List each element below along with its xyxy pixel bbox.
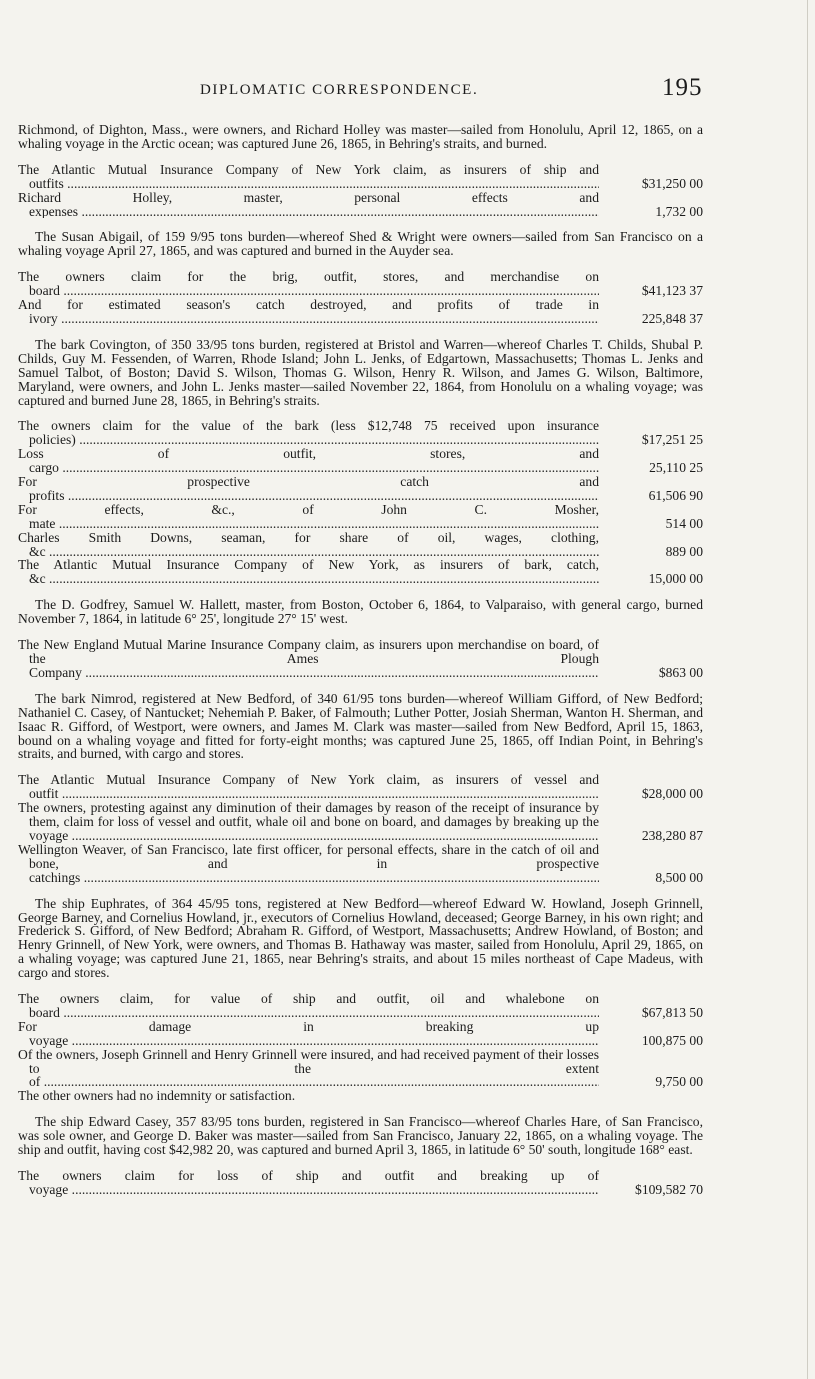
- claim-description: The owners, protesting against any diminution of their damages by reason of the receipt of insurance by them, claim for loss of vessel and outfit, whale oil and bone on board, and damages by breaking up the voyage .....: [18, 801, 599, 843]
- claim-description: And for estimated season's catch destroyed, and profits of trade in ivory .....: [18, 298, 599, 326]
- claim-amount: 238,280 87: [641, 827, 703, 843]
- claims-list: [18, 270, 703, 326]
- claim-entry: [18, 191, 703, 219]
- claims-list: [18, 419, 703, 586]
- claim-description: Of the owners, Joseph Grinnell and Henry Grinnell were insured, and had received payment of their losses to the extent of .....: [18, 1048, 599, 1090]
- claim-amount: 514 00: [665, 515, 703, 531]
- claim-description: For damage in breaking up voyage .....: [18, 1020, 599, 1048]
- claim-entry: [18, 638, 703, 680]
- claim-amount: 61,506 90: [648, 487, 703, 503]
- claims-list: [18, 992, 703, 1103]
- claim-description: The Atlantic Mutual Insurance Company of New York claim, as insurers of vessel and outfit .....: [18, 773, 599, 801]
- claim-amount: 100,875 00: [641, 1032, 703, 1048]
- running-header: [0, 74, 815, 104]
- claims-list: [18, 773, 703, 884]
- claim-description: The other owners had no indemnity or satisfaction.: [18, 1089, 296, 1104]
- claim-description: For effects, &c., of John C. Mosher, mate .....: [18, 503, 599, 531]
- claim-entry: [18, 298, 703, 326]
- claim-entry: [18, 773, 703, 801]
- claim-entry: [18, 270, 703, 298]
- claim-description: The owners claim for loss of ship and outfit and breaking up of voyage .....: [18, 1169, 599, 1197]
- claim-entry: [18, 419, 703, 447]
- claim-amount: $28,000 00: [641, 786, 703, 802]
- claim-amount: $41,123 37: [641, 283, 703, 299]
- claim-amount: 9,750 00: [655, 1074, 703, 1090]
- claim-amount: 225,848 37: [641, 310, 703, 326]
- claim-description: The Atlantic Mutual Insurance Company of New York, as insurers of bark, catch, &c .....: [18, 558, 599, 586]
- claim-entry: [18, 1089, 703, 1103]
- claim-entry: [18, 1020, 703, 1048]
- claim-entry: [18, 1048, 703, 1090]
- claim-amount: $109,582 70: [635, 1181, 703, 1197]
- claim-entry: [18, 531, 703, 559]
- claim-description: The owners claim for the value of the bark (less $12,748 75 received upon insurance policies) .....: [18, 419, 599, 447]
- page-body: [18, 123, 703, 1209]
- claim-amount: 1,732 00: [655, 203, 703, 219]
- claim-amount: 15,000 00: [648, 571, 703, 587]
- claim-entry: [18, 503, 703, 531]
- claim-amount: 25,110 25: [649, 460, 703, 476]
- claim-description: Loss of outfit, stores, and cargo .....: [18, 447, 599, 475]
- claim-entry: [18, 801, 703, 843]
- claim-amount: $67,813 50: [641, 1004, 703, 1020]
- claim-amount: $17,251 25: [641, 432, 703, 448]
- claim-amount: 889 00: [665, 543, 703, 559]
- paragraph: The ship Edward Casey, 357 83/95 tons burden, registered in San Francisco—whereof Charles Hare, of San Francisco, was sole owner, and George D. Baker was master—sailed from San Francisco, January 22, 1865, on a whaling voyage. The ship and outfit, having cost $42,982 20, was captured and burned April 3, 1865, in latitude 6° 50' south, longitude 168° east.: [18, 1114, 703, 1158]
- claim-entry: [18, 475, 703, 503]
- claim-description: Wellington Weaver, of San Francisco, late first officer, for personal effects, share in the catch of oil and bone, and in prospective catchings .....: [18, 843, 599, 885]
- claims-list: [18, 163, 703, 219]
- claim-entry: [18, 1169, 703, 1197]
- paragraph: The bark Covington, of 350 33/95 tons burden, registered at Bristol and Warren—whereof Charles T. Childs, Shubal P. Childs, Guy M. Fessenden, of Warren, Rhode Island; John L. Jenks, of Edgartown, Massachusetts; Thomas L. Jenks and Samuel Talbot, of Boston; David S. Wilson, Thomas G. Wilson, Henry R. Wilson, and James G. Wilson, Baltimore, Maryland, were owners, and John L. Jenks master—sailed November 22, 1864, from Honolulu on a whaling voyage; was captured and burned June 28, 1865, in Behring's straits.: [18, 336, 703, 408]
- claim-description: The Atlantic Mutual Insurance Company of New York claim, as insurers of ship and outfits .....: [18, 163, 599, 191]
- paragraph: The Susan Abigail, of 159 9/95 tons burden—whereof Shed & Wright were owners—sailed from San Francisco on a whaling voyage April 27, 1865, and was captured and burned in the Auyder sea.: [18, 229, 703, 259]
- claims-list: [18, 1169, 703, 1197]
- claim-description: The owners claim for the brig, outfit, stores, and merchandise on board .....: [18, 270, 599, 298]
- claim-description: The New England Mutual Marine Insurance Company claim, as insurers upon merchandise on board, of the Ames Plough Company .....: [18, 638, 599, 680]
- paragraph: The ship Euphrates, of 364 45/95 tons, registered at New Bedford—whereof Edward W. Howland, Joseph Grinnell, George Barney, and Cornelius Howland, jr., executors of Cornelius Howland, deceased; George Barney, in his own right; and Frederick S. Gifford, of New Bedford; Abraham R. Gifford, of Westport, Massachusetts; Andrew Howland, of Boston; and Henry Grinnell, of New York, were owners, and Thomas B. Hathaway was master, sailed from Honolulu, April 29, 1865, on a whaling voyage; was captured June 21, 1865, near Behring's straits, and about 15 miles northeast of Cape Madeus, with cargo and stores.: [18, 895, 703, 981]
- claim-description: For prospective catch and profits .....: [18, 475, 599, 503]
- claim-entry: [18, 163, 703, 191]
- page-number: 195: [662, 74, 703, 101]
- claim-entry: [18, 992, 703, 1020]
- paragraph: Richmond, of Dighton, Mass., were owners, and Richard Holley was master—sailed from Honolulu, April 12, 1865, on a whaling voyage in the Arctic ocean; was captured June 26, 1865, in Behring's straits, and burned.: [18, 122, 703, 151]
- claim-description: Richard Holley, master, personal effects and expenses .....: [18, 191, 599, 219]
- paragraph: The D. Godfrey, Samuel W. Hallett, master, from Boston, October 6, 1864, to Valparaiso, with general cargo, burned November 7, 1864, in latitude 6° 25', longitude 27° 15' west.: [18, 597, 703, 627]
- claims-list: [18, 638, 703, 680]
- paragraph: The bark Nimrod, registered at New Bedford, of 340 61/95 tons burden—whereof William Gifford, of New Bedford; Nathaniel C. Casey, of Nantucket; Nehemiah P. Baker, of Falmouth; Luther Potter, Josiah Sherman, Wanton H. Sherman, and Isaac R. Gifford, of Westport, were owners, and James M. Clark was master—sailed from New Bedford, April 15, 1863, bound on a whaling voyage and fitted for forty-eight months; was captured June 25, 1865, off Indian Point, in Behring's straits, and burned, with cargo and stores.: [18, 690, 703, 762]
- claim-entry: [18, 447, 703, 475]
- claim-entry: [18, 558, 703, 586]
- claim-description: The owners claim, for value of ship and outfit, oil and whalebone on board .....: [18, 992, 599, 1020]
- page-edge: [807, 0, 808, 1379]
- claim-amount: $31,250 00: [641, 175, 703, 191]
- claim-amount: 8,500 00: [655, 869, 703, 885]
- claim-amount: $863 00: [658, 664, 703, 680]
- claim-description: Charles Smith Downs, seaman, for share of oil, wages, clothing, &c .....: [18, 531, 599, 559]
- page-title: DIPLOMATIC CORRESPONDENCE.: [200, 82, 479, 98]
- claim-entry: [18, 843, 703, 885]
